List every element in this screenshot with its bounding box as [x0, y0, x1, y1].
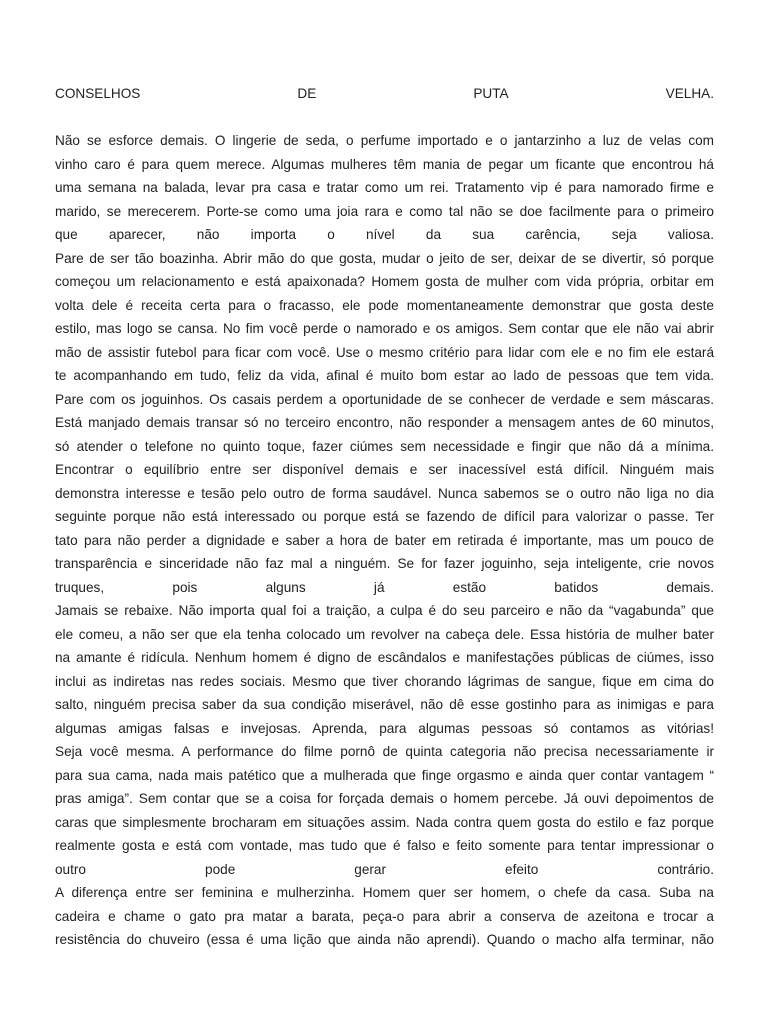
text-line: estilo, mas logo se cansa. No fim você perde o namorado e os amigos. Sem contar que ele não vai abrir	[55, 321, 714, 336]
text-line: Seja você mesma. A performance do filme pornô de quinta categoria não precisa necessariamente ir	[55, 744, 714, 759]
title-spacer	[55, 105, 714, 129]
text-line: Está manjado demais transar só no terceiro encontro, não responder a mensagem antes de 60 minutos,	[55, 415, 714, 430]
text-line: mão de assistir futebol para ficar com você. Use o mesmo critério para lidar com ele e no fim ele estará	[55, 344, 714, 360]
document-title	[55, 82, 714, 105]
text-line: realmente gosta e está com vontade, mas tudo que é falso e feito somente para tentar impressionar o	[55, 838, 714, 853]
text-line: te acompanhando em tudo, feliz da vida, afinal é muito bom estar ao lado de pessoas que tem vida.	[55, 368, 714, 383]
text-line: Encontrar o equilíbrio entre ser disponível demais e ser inacessível está difícil. Ninguém mais	[55, 462, 714, 477]
text-line: resistência do chuveiro (essa é uma lição que ainda não aprendi). Quando o macho alfa terminar, não	[55, 932, 714, 947]
text-line: Não se esforce demais. O lingerie de seda, o perfume importado e o jantarzinho a luz de velas com	[55, 133, 714, 148]
text-line: uma semana na balada, levar pra casa e tratar como um rei. Tratamento vip é para namorado firme e	[55, 180, 714, 195]
text-line: para sua cama, nada mais patético que a mulherada que finge orgasmo e ainda quer contar vantagem “	[55, 767, 714, 783]
text-line: A diferença entre ser feminina e mulherzinha. Homem quer ser homem, o chefe da casa. Suba na	[55, 885, 714, 900]
text-line: transparência e sinceridade não faz mal a ninguém. Se for fazer joguinho, seja inteligente, crie novos	[55, 556, 714, 571]
text-line: volta dele é receita certa para o fracasso, ele pode momentaneamente demonstrar que gosta deste	[55, 297, 714, 313]
text-line: ele comeu, a não ser que ela tenha colocado um revolver na cabeça dele. Essa história de mulher bater	[55, 626, 714, 642]
document-page	[55, 82, 714, 952]
text-line: outro pode gerar efeito contrário.	[55, 861, 714, 877]
text-line: cadeira e chame o gato pra matar a barata, peça-o para abrir a conserva de azeitona e trocar a	[55, 908, 714, 924]
body-text	[55, 129, 714, 952]
text-line: Pare de ser tão boazinha. Abrir mão do que gosta, mudar o jeito de ser, deixar de se divertir, só porque	[55, 250, 714, 266]
text-line: inclui as indiretas nas redes sociais. Mesmo que tiver chorando lágrimas de sangue, fique em cima do	[55, 673, 714, 689]
text-line: salto, ninguém precisa saber da sua condição miserável, não dê esse gostinho para as inimigas e para	[55, 697, 714, 712]
text-line: tato para não perder a dignidade e saber a hora de bater em retirada é importante, mas um pouco de	[55, 532, 714, 548]
text-line: caras que simplesmente brocharam em situações assim. Nada contra quem gosta do estilo e faz porque	[55, 814, 714, 830]
title-word: CONSELHOS	[55, 86, 141, 101]
text-line: marido, se merecerem. Porte-se como uma joia rara e como tal não se doe facilmente para o primeiro	[55, 203, 714, 219]
title-word: PUTA	[473, 86, 509, 101]
text-line: que aparecer, não importa o nível da sua carência, seja valiosa.	[55, 227, 714, 242]
title-word: VELHA.	[665, 86, 714, 101]
text-line: começou um relacionamento e está apaixonada? Homem gosta de mulher com vida própria, orbitar em	[55, 274, 714, 289]
text-line: na amante é ridícula. Nenhum homem é digno de escândalos e manifestações públicas de ciúmes, isso	[55, 650, 714, 665]
text-line: seguinte porque não está interessado ou porque está se fazendo de difícil para valorizar o passe. Ter	[55, 509, 714, 524]
text-line: demonstra interesse e tesão pelo outro de forma saudável. Nunca sabemos se o outro não liga no dia	[55, 485, 714, 501]
text-line: Pare com os joguinhos. Os casais perdem a oportunidade de se conhecer de verdade e sem máscaras.	[55, 391, 714, 407]
text-line: só atender o telefone no quinto toque, fazer ciúmes sem necessidade e fingir que não dá a mínima.	[55, 438, 714, 454]
text-line: truques, pois alguns já estão batidos demais.	[55, 579, 714, 595]
text-line: Jamais se rebaixe. Não importa qual foi a traição, a culpa é do seu parceiro e não da “vagabunda” que	[55, 603, 714, 618]
title-word: DE	[297, 86, 317, 101]
text-line: vinho caro é para quem merece. Algumas mulheres têm mania de pegar um ficante que encontrou há	[55, 156, 714, 172]
text-line: pras amiga”. Sem contar que se a coisa for forçada demais o homem percebe. Já ouvi depoimentos de	[55, 791, 714, 806]
text-line: algumas amigas falsas e invejosas. Aprenda, para algumas pessoas só contamos as vitórias!	[55, 720, 714, 736]
